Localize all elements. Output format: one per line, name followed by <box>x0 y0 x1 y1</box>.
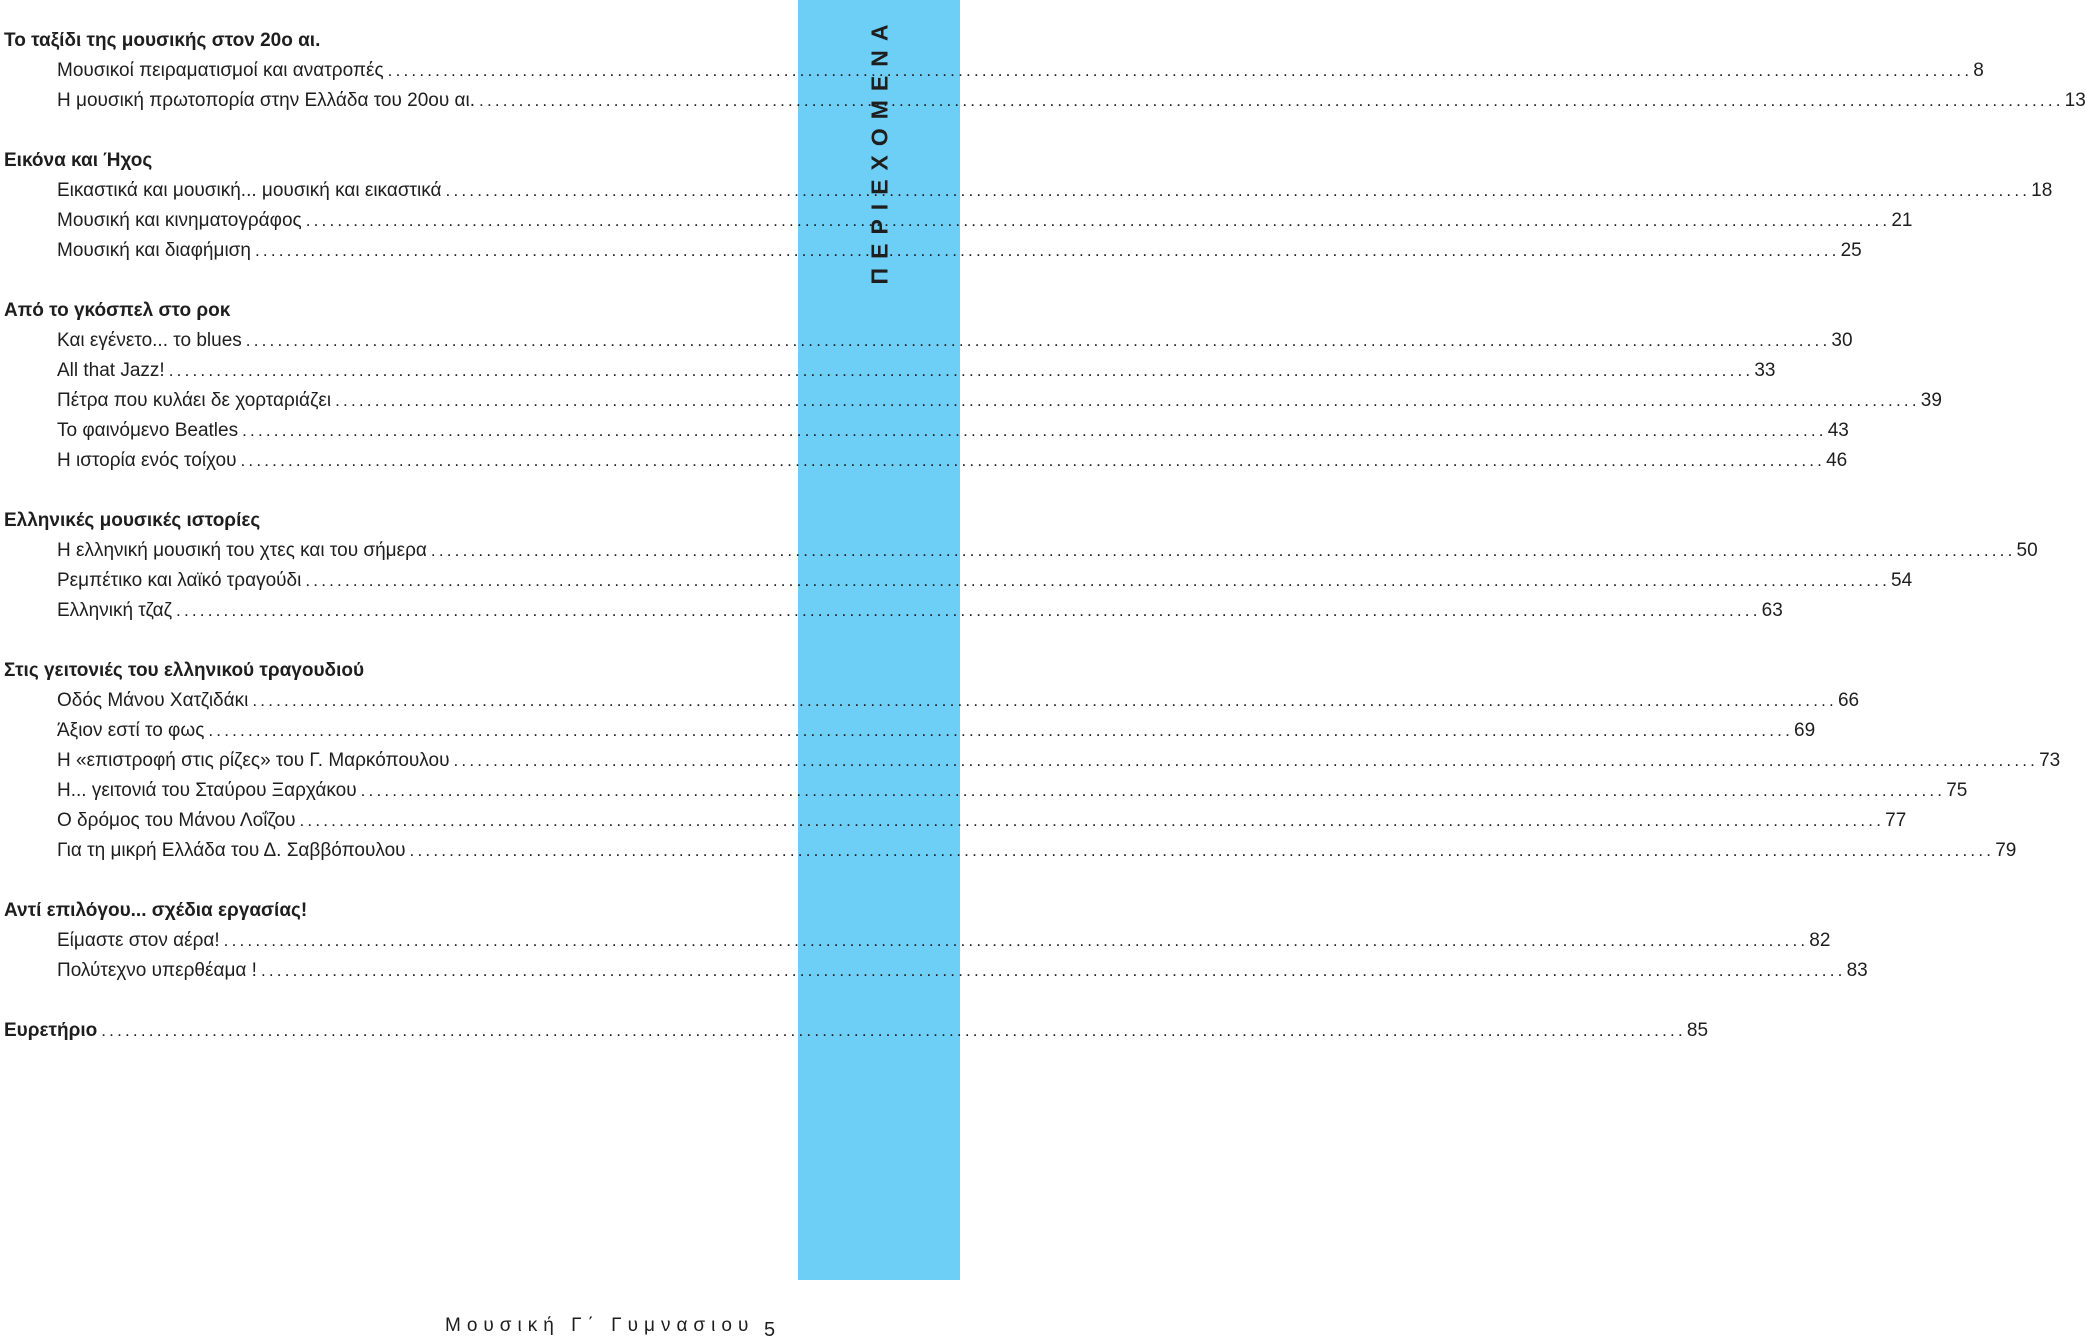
dot-leader: ........................................................................................................................................................................................................ <box>208 721 1793 740</box>
index-entry <box>4 1020 1709 1042</box>
entry-title: Η ιστορία ενός τοίχου <box>57 450 237 471</box>
entry-title: All that Jazz! <box>57 360 165 381</box>
toc-entry <box>57 570 1913 592</box>
page-number: 75 <box>1946 780 1968 801</box>
dot-leader: ........................................................................................................................................................................................................ <box>168 361 1754 380</box>
entry-title: Μουσική και κινηματογράφος <box>57 210 302 231</box>
toc-entry <box>57 690 1860 712</box>
dot-leader: ........................................................................................................................................................................................................ <box>430 541 2016 560</box>
dot-leader: ........................................................................................................................................................................................................ <box>335 391 1920 410</box>
page-number: 46 <box>1826 450 1848 471</box>
dot-leader: ........................................................................................................................................................................................................ <box>176 601 1761 620</box>
toc-entry <box>57 90 2086 112</box>
entry-title: Ο δρόμος του Μάνου Λοΐζου <box>57 810 296 831</box>
dot-leader: ........................................................................................................................................................................................................ <box>305 211 1891 230</box>
entry-title: Είμαστε στον αέρα! <box>57 930 220 951</box>
page-number: 63 <box>1761 600 1783 621</box>
dot-leader: ........................................................................................................................................................................................................ <box>260 961 1846 980</box>
entry-title: Η... γειτονιά του Σταύρου Ξαρχάκου <box>57 780 357 801</box>
toc-entry <box>57 930 1831 952</box>
page-number: 82 <box>1809 930 1831 951</box>
section-heading: Ελληνικές μουσικές ιστορίες <box>4 510 261 531</box>
toc-entry <box>57 840 2017 862</box>
dot-leader: ........................................................................................................................................................................................................ <box>453 751 2039 770</box>
dot-leader: ........................................................................................................................................................................................................ <box>299 811 1885 830</box>
entry-title: Η μουσική πρωτοπορία στην Ελλάδα του 20ου αι. <box>57 90 476 111</box>
toc-entry <box>57 420 1849 442</box>
toc-entry <box>57 390 1942 412</box>
toc-entry <box>57 960 1868 982</box>
toc-entry <box>57 330 1853 352</box>
entry-title: Ρεμπέτικο και λαϊκό τραγούδι <box>57 570 302 591</box>
page-number: 83 <box>1846 960 1868 981</box>
page-number: 73 <box>2039 750 2061 771</box>
dot-leader: ........................................................................................................................................................................................................ <box>101 1021 1686 1040</box>
footer-book-title: Μουσική Γ΄ Γυμνασιου <box>445 1315 755 1336</box>
toc-entry <box>57 540 2038 562</box>
entry-title: Εικαστικά και μουσική... μουσική και εικαστικά <box>57 180 442 201</box>
section-heading: Το ταξίδι της μουσικής στον 20ο αι. <box>4 30 321 51</box>
entry-title: Το φαινόμενο Beatles <box>57 420 239 441</box>
entry-title: Η «επιστροφή στις ρίζες» του Γ. Μαρκόπουλου <box>57 750 450 771</box>
page-number: 77 <box>1885 810 1907 831</box>
entry-title: Πολύτεχνο υπερθέαμα ! <box>57 960 257 981</box>
toc-entry <box>57 750 2061 772</box>
dot-leader: ........................................................................................................................................................................................................ <box>445 181 2031 200</box>
dot-leader: ........................................................................................................................................................................................................ <box>223 931 1809 950</box>
entry-title: Μουσικοί πειραματισμοί και ανατροπές <box>57 60 384 81</box>
toc-entry <box>57 180 2053 202</box>
toc-entry <box>57 720 1816 742</box>
dot-leader: ........................................................................................................................................................................................................ <box>242 421 1827 440</box>
toc-entry <box>57 60 1984 82</box>
dot-leader: ........................................................................................................................................................................................................ <box>479 91 2064 110</box>
dot-leader: ........................................................................................................................................................................................................ <box>409 841 1995 860</box>
page-number: 39 <box>1920 390 1942 411</box>
toc-entry <box>57 810 1907 832</box>
dot-leader: ........................................................................................................................................................................................................ <box>360 781 1946 800</box>
page-number: 66 <box>1837 690 1860 711</box>
toc-entry <box>57 450 1848 472</box>
section-heading: Αντί επιλόγου... σχέδια εργασίας! <box>4 900 308 921</box>
footer-page-number: 5 <box>764 1319 776 1341</box>
entry-title: Για τη μικρή Ελλάδα του Δ. Σαββόπουλου <box>57 840 406 861</box>
page-number: 8 <box>1973 60 1984 81</box>
entry-title: Ελληνική τζαζ <box>57 600 173 621</box>
dot-leader: ........................................................................................................................................................................................................ <box>245 331 1831 350</box>
page-number: 13 <box>2064 90 2086 111</box>
toc-entry <box>57 240 1862 262</box>
dot-leader: ........................................................................................................................................................................................................ <box>240 451 1826 470</box>
entry-title: Ευρετήριο <box>4 1020 98 1041</box>
page-number: 30 <box>1831 330 1853 351</box>
section-heading: Από το γκόσπελ στο ροκ <box>4 300 231 321</box>
page-number: 69 <box>1794 720 1816 741</box>
page-number: 43 <box>1827 420 1849 441</box>
entry-title: Και εγένετο... το blues <box>57 330 242 351</box>
toc-entry <box>57 600 1783 622</box>
dot-leader: ........................................................................................................................................................................................................ <box>305 571 1890 590</box>
page-number: 54 <box>1891 570 1913 591</box>
page-number: 85 <box>1686 1020 1709 1041</box>
dot-leader: ........................................................................................................................................................................................................ <box>254 241 1840 260</box>
section-heading: Εικόνα και Ήχος <box>4 150 153 171</box>
page-number: 18 <box>2031 180 2053 201</box>
entry-title: Η ελληνική μουσική του χτες και του σήμερα <box>57 540 427 561</box>
toc-entry <box>57 360 1776 382</box>
dot-leader: ........................................................................................................................................................................................................ <box>387 61 1973 80</box>
page-number: 21 <box>1891 210 1913 231</box>
entry-title: Άξιον εστί το φως <box>57 720 205 741</box>
dot-leader: ........................................................................................................................................................................................................ <box>252 691 1837 710</box>
contents-side-label: ΠΕΡΙΕΧΟΜΕΝΑ <box>866 15 893 285</box>
toc-entry <box>57 780 1968 802</box>
page-number: 33 <box>1754 360 1776 381</box>
entry-title: Οδός Μάνου Χατζιδάκι <box>57 690 249 711</box>
page-number: 25 <box>1840 240 1862 261</box>
toc-entry <box>57 210 1913 232</box>
entry-title: Πέτρα που κυλάει δε χορταριάζει <box>57 390 332 411</box>
page-number: 79 <box>1995 840 2017 861</box>
entry-title: Μουσική και διαφήμιση <box>57 240 251 261</box>
section-heading: Στις γειτονιές του ελληνικού τραγουδιού <box>4 660 365 681</box>
page-number: 50 <box>2016 540 2038 561</box>
